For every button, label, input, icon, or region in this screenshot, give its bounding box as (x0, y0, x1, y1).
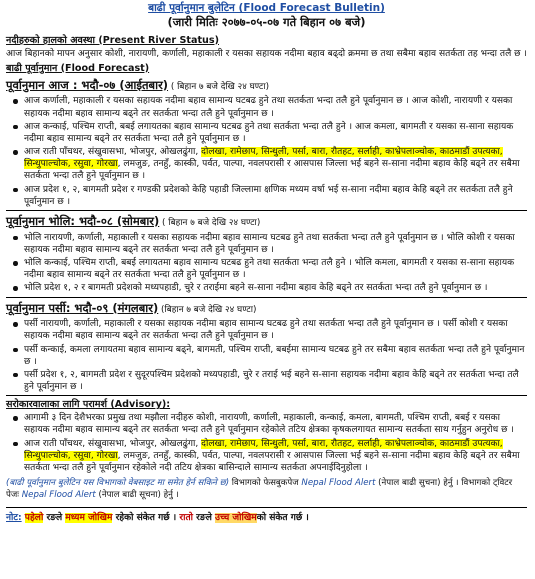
forecast-day-heading (6, 214, 527, 230)
footer-twitter-suffix: (नेपाल बाढी सूचना) हेर्नु । (95, 489, 179, 500)
footer-facebook-prefix: विभागको फेसबुकपेज (229, 478, 302, 489)
bullet-text: भोलि नारायणी, कर्णाली, महाकाली र यसका सहायक नदीमा बहाव सामान्य घटबढ हुने तथा सतर्कता भन्दा तलै हुने पूर्वानुमान छ । भोलि कोशी र यसका सहायक नदीमा बहाव सामान्य बढ्ने तर सतर्कता भन्दा तलै हुने पूर्वानुमान छ । (24, 232, 515, 255)
legend-yellow: पहेलो (24, 513, 44, 524)
note-label: नोट: (6, 513, 22, 524)
bullet-item (24, 121, 527, 145)
bullet-item (24, 369, 527, 393)
forecast-list (6, 232, 527, 295)
bullet-item (24, 184, 527, 208)
forecast-day-label: पूर्वानुमान आज : भदौ-०७ (आईतबार) (6, 77, 169, 92)
bullet-item (24, 412, 527, 436)
legend-medium-risk: मध्यम जोखिम (65, 513, 113, 524)
advisory-list (6, 412, 527, 474)
legend-text-4: को संकेत गर्छ । (256, 513, 309, 524)
divider (6, 297, 527, 298)
footer-website-note: (बाढी पूर्वानुमान बुलेटिन यस विभागको वेबसाइट मा समेत हेर्न सकिने छ) (6, 478, 230, 489)
forecast-day-window: ( बिहान ७ बजे देखि २४ घण्टा) (159, 217, 261, 228)
footer-twitter-prefix: (नेपाल बाढी सुचना) हेर्नु । विभागको ट्विटर पेजः (6, 478, 513, 500)
footer-facebook-link[interactable]: Nepal Flood Alert (301, 478, 376, 489)
bullet-text: भोलि कन्काई, पश्चिम राप्ती, बबई लगायतमा बहाव सामान्य घटबढ हुने तथा सतर्कता भन्दा तलै हुने । भोलि कमला, बागमती र यसका स-साना सहायक नदीमा बहाव सामान्य बढ्ने तर सतर्कता भन्दा तलै हुने पूर्वानुमान छ । (24, 258, 515, 281)
bullet-text: आज कन्काई, पश्चिम राप्ती, बबई लगायतका बहाव सामान्य घटबढ हुने तथा सतर्कता भन्दा तलै हुने । आज कमला, बागमती र यसका स-साना सहायक नदीमा बहाव सामान्य बढ्ने तर सतर्कता भन्दा तलै हुने पूर्वानुमान छ । (24, 121, 514, 144)
forecast-day (6, 297, 527, 394)
flood-forecast-heading: बाढी पूर्वानुमान (Flood Forecast) (6, 62, 150, 74)
legend-high-risk: उच्च जोखिम (215, 513, 257, 524)
bullet-item (24, 438, 527, 475)
bulletin-issue-date: (जारी मितिः २०७७-०५-०७ गते बिहान ०७ बजे) (167, 15, 366, 30)
legend-red: रातो (179, 513, 194, 524)
bullet-text: आज राती पाँचथर, संखुवासभा, भोजपुर, ओखलढुंगा, (24, 147, 202, 158)
bullet-item (24, 95, 527, 119)
bullet-text: आज कर्णाली, महाकाली र यसका सहायक नदीमा बहाव सामान्य घटबढ हुने तथा सतर्कता भन्दा तलै हुने पूर्वानुमान छ । आज कोशी, नारायणी र यसका सहायक नदीमा बहाव सामान्य बढ्ने तर सतर्कता भन्दा तलै हुने पूर्वानुमान छ । (24, 96, 513, 119)
bullet-item (24, 232, 527, 256)
bullet-item (24, 282, 527, 294)
footer-info (6, 478, 527, 501)
bullet-item (24, 344, 527, 368)
forecast-day-window: (बिहान ७ बजे देखि २४ घण्टा) (158, 304, 257, 315)
advisory-heading: सरोकारवालाका लागि परामर्श (Advisory): (6, 399, 171, 411)
highlighted-districts: दोलखा, रामेछाप, सिन्धुली, पर्सा, बारा, रौतहट, सर्लाही, काभ्रेपलाञ्चोक, काठमाडौं उपत्यका, सिन्धुपाल्चोक, रसुवा, गोरखा (24, 438, 503, 461)
bullet-item (24, 146, 527, 183)
forecast-list (6, 95, 527, 208)
forecast-days (6, 78, 527, 394)
forecast-list (6, 318, 527, 393)
forecast-day-label: पूर्वानुमान पर्सी: भदौ-०९ (मंगलबार) (6, 300, 159, 315)
forecast-day-label: पूर्वानुमान भोलि: भदौ-०८ (सोमबार) (6, 213, 160, 228)
bullet-text: भोलि प्रदेश १, २ र बागमती प्रदेशको मध्यपहाडी, चुरे र तराईमा बहने स-साना नदीमा बहाव केहि बढ्ने तर सतर्कता भन्दा तलै हुने पूर्वानुमान छ । (24, 283, 488, 294)
footer-twitter-link[interactable]: Nepal Flood Alert (21, 489, 96, 500)
divider (6, 210, 527, 211)
river-status-heading: नदीहरुको हालको अवस्था (Present River Status) (6, 34, 219, 46)
color-legend-note (6, 507, 527, 524)
bullet-text: आज प्रदेश १, २, बागमती प्रदेश र गण्डकी प्रदेशको केहि पहाडी जिल्लामा क्षणिक मध्यम वर्षा भई स-साना नदीमा बहाव केहि बढ्ने तर सतर्कता तलै हुने पूर्वानुमान छ । (24, 184, 513, 207)
divider (6, 395, 527, 396)
forecast-day (6, 78, 527, 208)
highlighted-districts: दोलखा, रामेछाप, सिन्धुली, पर्सा, बारा, रौतहट, सर्लाही, काभ्रेपलाञ्चोक, काठमाडौं उपत्यका, सिन्धुपाल्चोक, रसुवा, गोरखा (24, 147, 503, 170)
bullet-text: पर्सी नारायणी, कर्णाली, महाकाली र यसका सहायक नदीमा बहाव सामान्य घटबढ हुने तथा सतर्कता भन्दा तलै हुने पूर्वानुमान छ । पर्सी कोशी र यसका सहायक नदीमा बहाव सामान्य बढ्ने तर सतर्कता भन्दा तलै हुने पूर्वानुमान छ । (24, 319, 508, 342)
bullet-text: , लमजुङ, तनहुँ, कास्की, पर्वत, पाल्पा, नवलपरासी र आसपास जिल्ला भई बहने स-साना नदीमा बहाव केहि बढ्ने तर सबैमा सतर्कता भन्दा तलै हुने पूर्वानुमान रहेकोले नदी तटिय क्षेत्रका बासिन्दाले सामान्य सतर्कता अपनाईदिनुहोला । (24, 450, 520, 473)
forecast-day-heading (6, 78, 527, 94)
legend-text-1: रङले (43, 513, 66, 524)
legend-text-2: रहेको संकेत गर्छ । (112, 513, 180, 524)
bullet-text: , लमजुङ, तनहुँ, कास्की, पर्वत, पाल्पा, नवलपरासी र आसपास जिल्ला भई बहने स-साना नदीमा बहाव केहि बढ्ने तर सबैमा सतर्कता भन्दा तलै हुने पूर्वानुमान छ । (24, 159, 520, 182)
bullet-text: पर्सी प्रदेश १, २, बागमती प्रदेश र सुदूरपश्चिम प्रदेशको मध्यपहाडी, चुरे र तराई भई बहने स-साना सहायक नदीमा बहाव केहि बढ्ने तर सतर्कता भन्दा तलै हुने पूर्वानुमान छ । (24, 369, 519, 393)
bullet-item (24, 318, 527, 342)
bullet-text: आगामी ३ दिन देशैभरका प्रमुख तथा मझौला नदीहरु कोशी, नारायणी, कर्णाली, महाकाली, कन्काई, कमला, बागमती, पश्चिम राप्ती, बबई र यसका सहायक नदीमा बहाव सामान्य बढ्ने तर सतर्कता भन्दा तलै हुने पूर्वानुमान रहेकोले तटिय क्षेत्रका कृषकलगायत सामान्य सतर्कता साथ गर्नुहुन अनुरोध छ । (24, 413, 514, 436)
bulletin-title: बाढी पूर्वानुमान बुलेटिन (Flood Forecast Bulletin) (148, 2, 385, 14)
bullet-text: आज राती पाँचथर, संखुवासभा, भोजपुर, ओखलढुंगा, (24, 438, 202, 449)
forecast-day-window: ( बिहान ७ बजे देखि २४ घण्टा) (168, 81, 270, 92)
legend-text-3: रङले (193, 513, 216, 524)
bullet-text: पर्सी कन्काई, कमला लगायतमा बहाव सामान्य बढ्ने, बागमती, पश्चिम राप्ती, बबईमा सामान्य घटबढ हुने तर सबैमा बहाव सतर्कता भन्दा तलै हुने पूर्वानुमान छ । (24, 344, 525, 367)
forecast-day (6, 210, 527, 295)
forecast-day-heading (6, 301, 527, 317)
river-status-text: आज बिहानको मापन अनुसार कोशी, नारायणी, कर्णाली, महाकाली र यसका सहायक नदीमा बहाव बढ्दो क्रममा छ तथा सबैमा बहाव सतर्कता तह भन्दा तलै छ । (6, 48, 527, 59)
bullet-item (24, 257, 527, 281)
